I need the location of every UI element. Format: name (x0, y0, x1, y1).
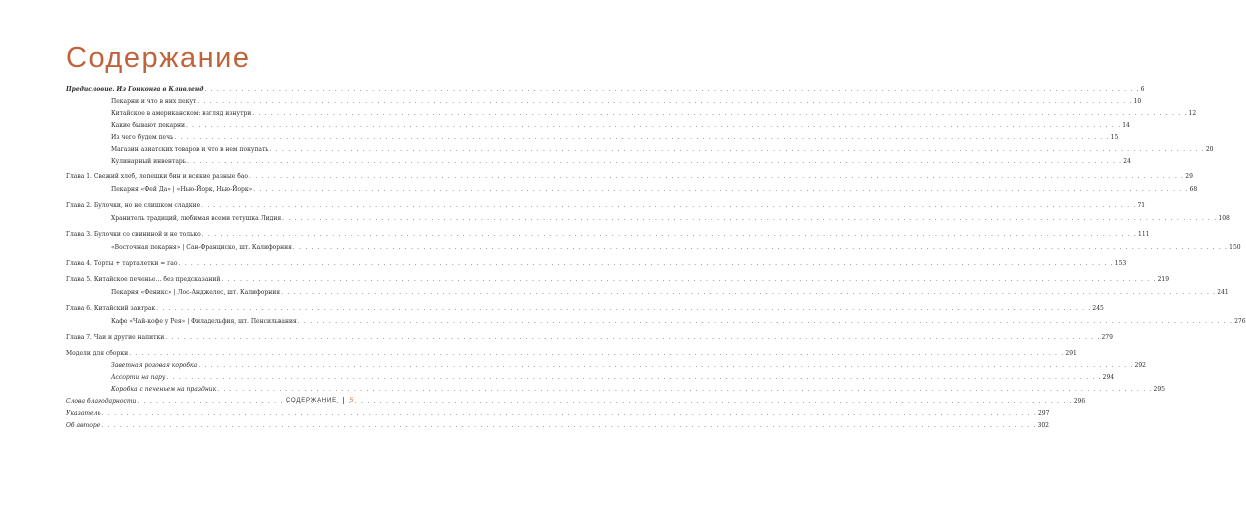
toc-entry-page: 296 (1073, 398, 1086, 405)
toc-entry-title: Глава 6. Китайский завтрак (66, 305, 156, 312)
toc-entry-title: Об авторе (66, 422, 101, 429)
leader-dots (129, 350, 1064, 357)
toc-entry-title: Ассорти на пару (111, 374, 166, 381)
leader-dots (217, 386, 1152, 393)
toc-entry-page: 150 (1229, 244, 1241, 251)
toc-entry-page: 29 (1185, 173, 1193, 180)
toc-entry-page: 108 (1218, 215, 1230, 222)
toc-entry[interactable] (66, 173, 1193, 180)
leader-dots (221, 276, 1156, 283)
toc-entry[interactable] (66, 215, 1230, 222)
leader-dots (165, 334, 1100, 341)
toc-entry-page: 15 (1110, 134, 1119, 141)
leader-dots (281, 289, 1216, 296)
footer-divider (343, 397, 344, 404)
toc-entry-title: Глава 7. Чаи и другие напитки (66, 334, 165, 341)
toc-entry-title: Из чего будем печь (111, 134, 174, 141)
leader-dots (293, 244, 1228, 251)
toc-entry-page: 302 (1037, 422, 1049, 429)
toc-entry-title: Коробка с печеньем на праздник (111, 386, 217, 393)
toc-entry-title: «Восточная пекарня» | Сан-Франциско, шт. Калифорния (111, 244, 292, 251)
toc-entry-title: Пекарни и что в них пекут (111, 98, 197, 105)
leader-dots (174, 134, 1109, 141)
running-header: СОДЕРЖАНИЕ (286, 398, 337, 405)
toc-entry-title: Какие бывают пекарни (111, 122, 185, 129)
toc-entry-page: 241 (1217, 289, 1229, 296)
table-of-contents (66, 86, 1246, 429)
leader-dots (102, 410, 1037, 417)
toc-entry[interactable] (66, 158, 1131, 165)
leader-dots (204, 86, 1139, 93)
toc-entry[interactable] (66, 186, 1198, 193)
toc-entry[interactable] (66, 202, 1146, 209)
toc-entry-page: 291 (1065, 350, 1077, 357)
toc-entry-page: 111 (1138, 231, 1150, 238)
toc-entry-title: Заветная розовая коробка (111, 362, 198, 369)
toc-entry-title: Кафе «Чай-кофе у Рея» | Филадельфия, шт. Пенсильвания (111, 318, 297, 325)
toc-entry-title: Предисловие. Из Гонконга в Кливленд (66, 86, 204, 93)
leader-dots (101, 422, 1036, 429)
toc-entry[interactable] (66, 146, 1214, 153)
leader-dots (156, 305, 1091, 312)
toc-entry-page: 279 (1101, 334, 1113, 341)
toc-entry-page: 12 (1188, 110, 1197, 117)
page-title: Содержание (66, 42, 251, 74)
toc-entry-title: Кулинарный инвентарь (111, 158, 187, 165)
toc-entry-title: Глава 5. Китайское печенье… без предсказаний (66, 276, 221, 283)
toc-entry-title: Пекарня «Феникс» | Лос-Анджелес, шт. Калифорния (111, 289, 280, 296)
leader-dots (137, 398, 1072, 405)
toc-entry[interactable] (66, 86, 1145, 93)
toc-entry-title: Китайское в американском: взгляд изнутри (111, 110, 252, 117)
toc-entry[interactable] (66, 350, 1077, 357)
leader-dots (270, 146, 1205, 153)
toc-entry-page: 295 (1153, 386, 1165, 393)
toc-entry-page: 153 (1114, 260, 1127, 267)
toc-entry-page: 68 (1189, 186, 1198, 193)
toc-entry[interactable] (66, 231, 1150, 238)
toc-entry-title: Глава 4. Торты + тарталетки = гао (66, 260, 178, 267)
toc-entry-title: Глава 2. Булочки, но не слишком сладкие (66, 202, 201, 209)
toc-entry-page: 6 (1140, 86, 1145, 93)
toc-entry-title: Хранитель традиций, любимая всеми тетушка Лидия (111, 215, 282, 222)
leader-dots (201, 202, 1136, 209)
leader-dots (198, 362, 1133, 369)
page-footer (286, 397, 354, 404)
toc-entry-page: 24 (1123, 158, 1131, 165)
toc-entry[interactable] (66, 276, 1170, 283)
toc-entry[interactable] (66, 374, 1115, 381)
toc-entry[interactable] (66, 110, 1197, 117)
toc-entry-title: Глава 3. Булочки со свининой и не только (66, 231, 201, 238)
leader-dots (186, 122, 1121, 129)
toc-entry-title: Пекарня «Фей Да» | «Нью-Йорк, Нью-Йорк» (111, 186, 253, 193)
leader-dots (282, 215, 1217, 222)
leader-dots (179, 260, 1114, 267)
toc-entry-page: 297 (1037, 410, 1050, 417)
page-number: 5 (349, 398, 355, 405)
toc-entry-page: 245 (1092, 305, 1104, 312)
toc-entry[interactable] (66, 122, 1130, 129)
leader-dots (252, 110, 1187, 117)
toc-entry-page: 294 (1102, 374, 1115, 381)
toc-entry-page: 276 (1234, 318, 1246, 325)
toc-entry-page: 20 (1205, 146, 1214, 153)
toc-entry-page: 292 (1134, 362, 1146, 369)
toc-entry[interactable] (66, 386, 1165, 393)
toc-entry[interactable] (66, 289, 1229, 296)
toc-entry-page: 219 (1157, 276, 1170, 283)
leader-dots (298, 318, 1233, 325)
leader-dots (166, 374, 1101, 381)
toc-entry-page: 14 (1122, 122, 1130, 129)
toc-entry-title: Магазин азиатских товаров и что в нем покупать (111, 146, 269, 153)
toc-entry-title: Слова благодарности (66, 398, 137, 405)
toc-entry[interactable] (66, 98, 1142, 105)
leader-dots (197, 98, 1132, 105)
toc-entry-page: 10 (1133, 98, 1142, 105)
leader-dots (202, 231, 1137, 238)
toc-entry[interactable] (66, 260, 1127, 267)
leader-dots (187, 158, 1122, 165)
toc-entry-title: Модели для сборки (66, 350, 129, 357)
toc-entry[interactable] (66, 244, 1241, 251)
leader-dots (253, 186, 1188, 193)
toc-entry[interactable] (66, 305, 1104, 312)
leader-dots (249, 173, 1184, 180)
toc-entry[interactable] (66, 334, 1113, 341)
toc-entry-page: 71 (1137, 202, 1146, 209)
toc-entry[interactable] (66, 134, 1119, 141)
toc-entry[interactable] (66, 422, 1049, 429)
toc-entry[interactable] (66, 362, 1146, 369)
toc-entry-title: Глава 1. Свежий хлеб, лепешки бин и всякие разные бао (66, 173, 248, 180)
toc-entry[interactable] (66, 318, 1246, 325)
toc-entry[interactable] (66, 410, 1050, 417)
toc-entry-title: Указатель (66, 410, 101, 417)
